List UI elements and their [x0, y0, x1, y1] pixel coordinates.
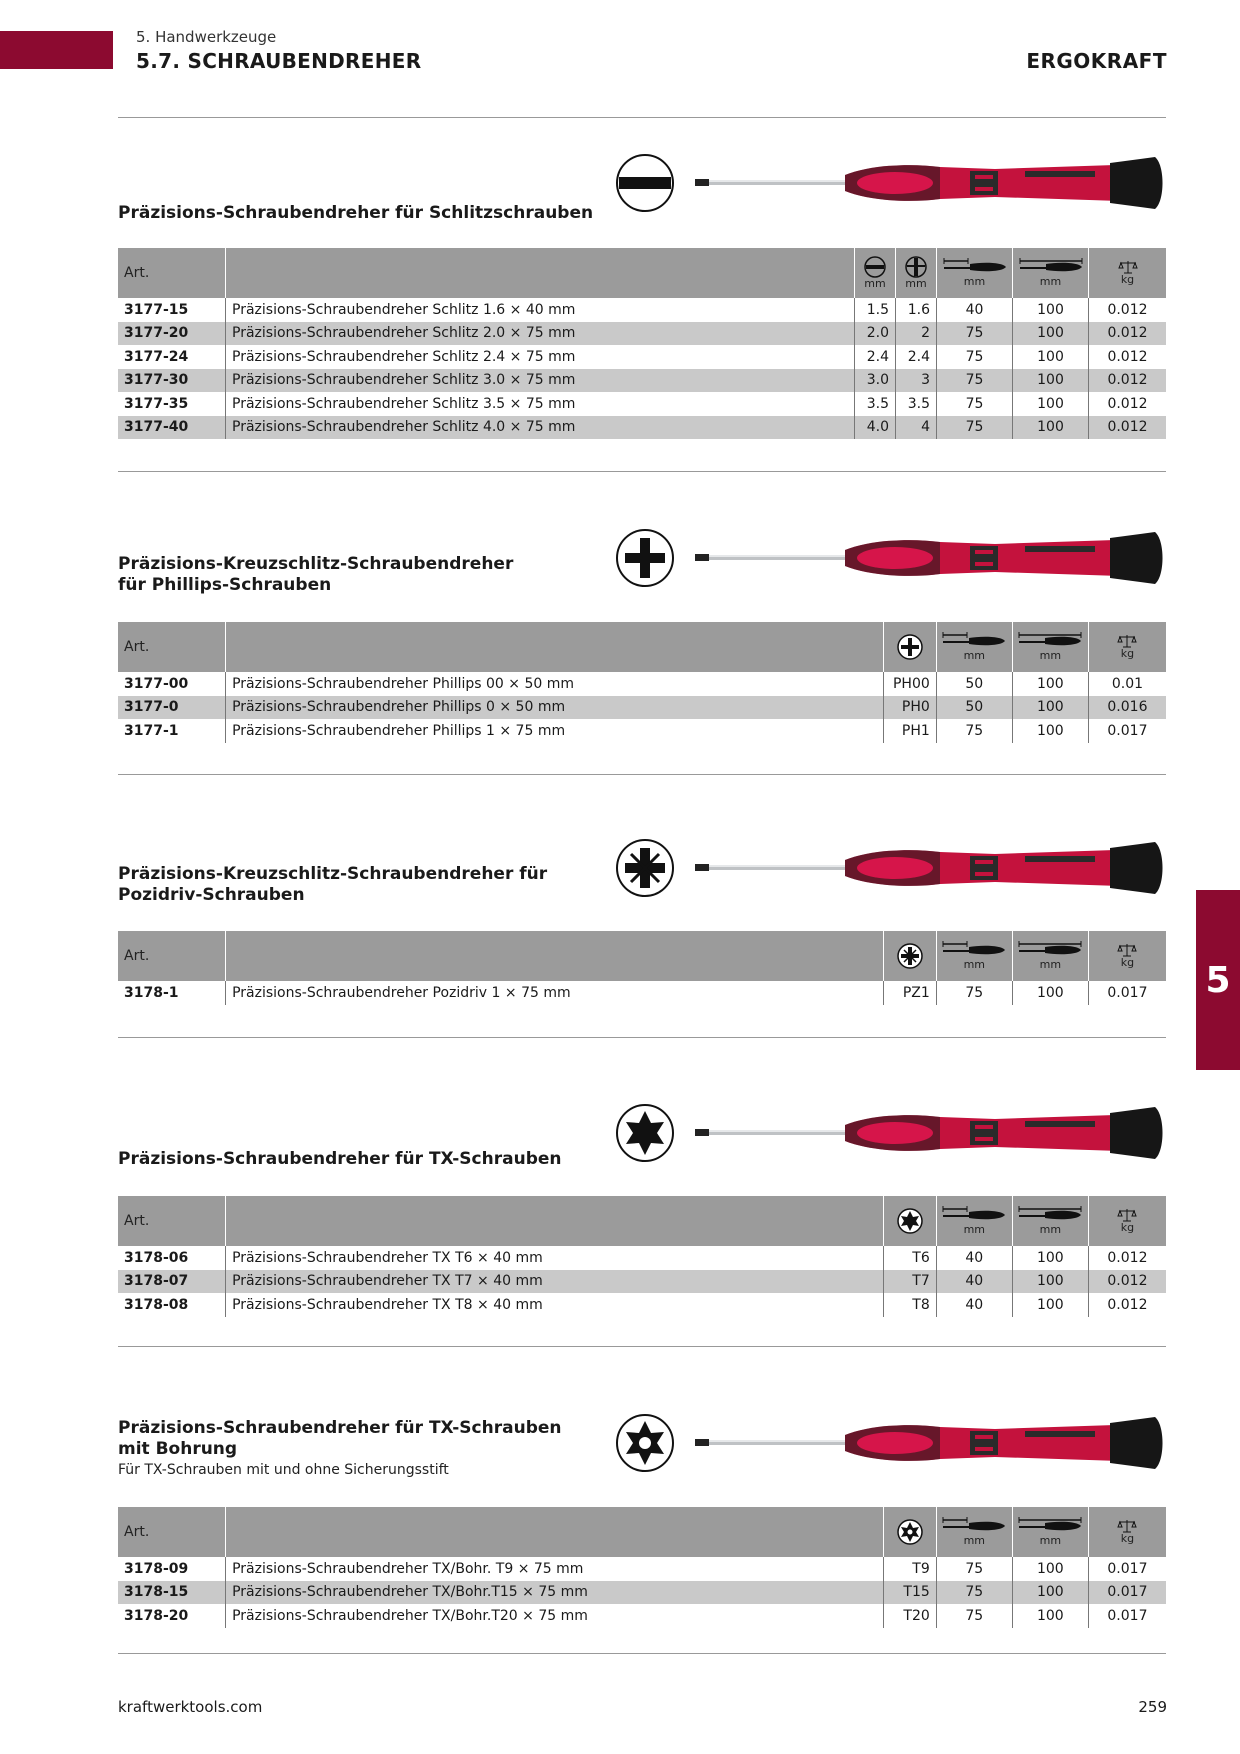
blade-length-icon [941, 941, 1007, 959]
pozidriv-tip-icon [615, 838, 675, 898]
screwdriver-image [695, 528, 1165, 588]
footer-website-link[interactable]: kraftwerktools.com [118, 1698, 263, 1716]
table-row: 3177-24 Präzisions-Schraubendreher Schlitz 2.4 × 75 mm 2.4 2.4 75 100 0.012 [118, 345, 1166, 369]
total-length-icon [1017, 941, 1083, 959]
table-row: 3177-35 Präzisions-Schraubendreher Schlitz 3.5 × 75 mm 3.5 3.5 75 100 0.012 [118, 392, 1166, 416]
page-title: 5.7. SCHRAUBENDREHER [136, 49, 422, 73]
scale-icon [1117, 634, 1137, 648]
section-title: Präzisions-Kreuzschlitz-Schraubendreher für Phillips-Schrauben [118, 554, 514, 595]
phillips-tip-icon [615, 528, 675, 588]
section-title: Präzisions-Kreuzschlitz-Schraubendreher für Pozidriv-Schrauben [118, 864, 548, 905]
col-blade-width: mm [855, 248, 896, 298]
slot-tip-icon [615, 153, 675, 213]
total-length-icon [1017, 1206, 1083, 1224]
spec-table-phillips: Art. mm mm kg 3177-00 Präzisions-Schraubendreher Phillips 00 × 50 mm PH00 50 100 0.01 3177-0 Präzisions-Schraubendreher Phillips 0 × 50 mm PH0 50 100 0.016 3177-1 Präzisions-Schraubendreher Phillips 1 × 75 mm PH1 75 100 0.017 [118, 622, 1166, 743]
table-row: 3178-07 Präzisions-Schraubendreher TX T7 × 40 mm T7 40 100 0.012 [118, 1270, 1166, 1294]
section-title: Präzisions-Schraubendreher für TX-Schrauben [118, 1149, 562, 1169]
table-row: 3178-1 Präzisions-Schraubendreher Pozidriv 1 × 75 mm PZ1 75 100 0.017 [118, 981, 1166, 1005]
chapter-tab-label: 5 [1205, 960, 1231, 1001]
col-blade-thickness: mm [896, 248, 937, 298]
blade-thickness-icon [905, 256, 927, 278]
torx-tamper-tip-icon [615, 1413, 675, 1473]
divider [118, 774, 1166, 775]
col-art: Art. [118, 248, 226, 298]
spec-table-tx: Art. mm mm kg 3178-06 Präzisions-Schraubendreher TX T6 × 40 mm T6 40 100 0.012 3178-07 Präzisions-Schraubendreher TX T7 × 40 mm T7 40 100 0.012 3178-08 Präzisions-Schraubendreher TX T8 × 40 mm T8 40 100 0.012 [118, 1196, 1166, 1317]
torx-tip-icon [615, 1103, 675, 1163]
col-total-length: mm [1013, 248, 1089, 298]
section-title: Präzisions-Schraubendreher für Schlitzschrauben [118, 203, 594, 223]
pozidriv-icon [897, 943, 923, 969]
scale-icon [1117, 1208, 1137, 1222]
scale-icon [1118, 260, 1138, 274]
table-row: 3177-1 Präzisions-Schraubendreher Phillips 1 × 75 mm PH1 75 100 0.017 [118, 719, 1166, 743]
table-row: 3177-15 Präzisions-Schraubendreher Schlitz 1.6 × 40 mm 1.5 1.6 40 100 0.012 [118, 298, 1166, 322]
blade-width-icon [864, 256, 886, 278]
page-number: 259 [1138, 1698, 1167, 1716]
section-title: Präzisions-Schraubendreher für TX-Schrauben mit Bohrung [118, 1418, 562, 1459]
col-blade-length: mm [937, 248, 1013, 298]
table-row: 3178-06 Präzisions-Schraubendreher TX T6 × 40 mm T6 40 100 0.012 [118, 1246, 1166, 1270]
screwdriver-image [695, 153, 1165, 213]
divider [118, 1653, 1166, 1654]
blade-length-icon [941, 632, 1007, 650]
table-row: 3177-00 Präzisions-Schraubendreher Phillips 00 × 50 mm PH00 50 100 0.01 [118, 672, 1166, 696]
header-accent-bar [0, 31, 113, 69]
phillips-icon [897, 634, 923, 660]
spec-table-tx-bohrung: Art. mm mm kg 3178-09 Präzisions-Schraubendreher TX/Bohr. T9 × 75 mm T9 75 100 0.017 3178-15 Präzisions-Schraubendreher TX/Bohr.T15 × 75 mm T15 75 100 0.017 3178-20 Präzisions-Schraubendreher TX/Bohr.T20 × 75 mm T20 75 100 0.017 [118, 1507, 1166, 1628]
blade-length-icon [942, 258, 1008, 276]
torx-tamper-icon [897, 1519, 923, 1545]
brand-name: ERGOKRAFT [1026, 49, 1167, 73]
scale-icon [1117, 1519, 1137, 1533]
table-row: 3178-15 Präzisions-Schraubendreher TX/Bohr.T15 × 75 mm T15 75 100 0.017 [118, 1581, 1166, 1605]
blade-length-icon [941, 1206, 1007, 1224]
table-row: 3178-09 Präzisions-Schraubendreher TX/Bohr. T9 × 75 mm T9 75 100 0.017 [118, 1557, 1166, 1581]
divider [118, 117, 1166, 118]
spec-table-pozidriv: Art. mm mm kg 3178-1 Präzisions-Schraubendreher Pozidriv 1 × 75 mm PZ1 75 100 0.017 [118, 931, 1166, 1005]
chapter-tab[interactable] [1196, 890, 1240, 1070]
section-subtitle: Für TX-Schrauben mit und ohne Sicherungsstift [118, 1462, 449, 1478]
total-length-icon [1017, 1517, 1083, 1535]
total-length-icon [1017, 632, 1083, 650]
screwdriver-image [695, 1103, 1165, 1163]
table-row: 3177-30 Präzisions-Schraubendreher Schlitz 3.0 × 75 mm 3.0 3 75 100 0.012 [118, 369, 1166, 393]
scale-icon [1117, 943, 1137, 957]
table-row: 3178-20 Präzisions-Schraubendreher TX/Bohr.T20 × 75 mm T20 75 100 0.017 [118, 1604, 1166, 1628]
col-weight: kg [1089, 248, 1167, 298]
breadcrumb: 5. Handwerkzeuge [136, 28, 277, 46]
screwdriver-image [695, 1413, 1165, 1473]
divider [118, 1037, 1166, 1038]
blade-length-icon [941, 1517, 1007, 1535]
table-row: 3178-08 Präzisions-Schraubendreher TX T8 × 40 mm T8 40 100 0.012 [118, 1293, 1166, 1317]
total-length-icon [1018, 258, 1084, 276]
divider [118, 471, 1166, 472]
screwdriver-image [695, 838, 1165, 898]
table-row: 3177-0 Präzisions-Schraubendreher Phillips 0 × 50 mm PH0 50 100 0.016 [118, 696, 1166, 720]
table-row: 3177-20 Präzisions-Schraubendreher Schlitz 2.0 × 75 mm 2.0 2 75 100 0.012 [118, 322, 1166, 346]
torx-icon [897, 1208, 923, 1234]
table-row: 3177-40 Präzisions-Schraubendreher Schlitz 4.0 × 75 mm 4.0 4 75 100 0.012 [118, 416, 1166, 440]
col-tip-size [883, 622, 936, 672]
spec-table-slot [118, 248, 1166, 439]
divider [118, 1346, 1166, 1347]
